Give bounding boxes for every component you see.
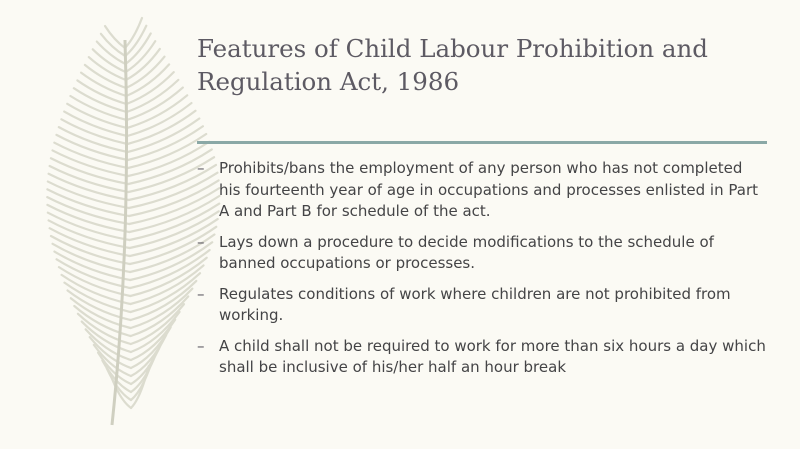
bullet-text: Lays down a procedure to decide modifications to the schedule of banned occupations or processes. bbox=[219, 232, 714, 272]
title-divider bbox=[197, 141, 767, 144]
bullet-item bbox=[197, 158, 767, 223]
bullet-item bbox=[197, 336, 767, 379]
bullet-text: A child shall not be required to work for more than six hours a day which shall be inclusive of his/her half an hour break bbox=[219, 336, 766, 376]
bullet-item bbox=[197, 232, 767, 275]
bullet-marker: – bbox=[197, 159, 205, 177]
bullet-marker: – bbox=[197, 284, 205, 303]
bullet-list bbox=[197, 158, 767, 388]
bullet-text: Prohibits/bans the employment of any person who has not completed his fourteenth year of age in occupations and processes enlisted in Part A and Part B for schedule of the act. bbox=[219, 159, 758, 220]
slide-title: Features of Child Labour Prohibition and Regulation Act, 1986 bbox=[197, 34, 708, 96]
bullet-item bbox=[197, 284, 767, 327]
bullet-marker: – bbox=[197, 232, 205, 251]
bullet-text: Regulates conditions of work where children are not prohibited from working. bbox=[219, 284, 731, 324]
bullet-marker: – bbox=[197, 336, 205, 355]
